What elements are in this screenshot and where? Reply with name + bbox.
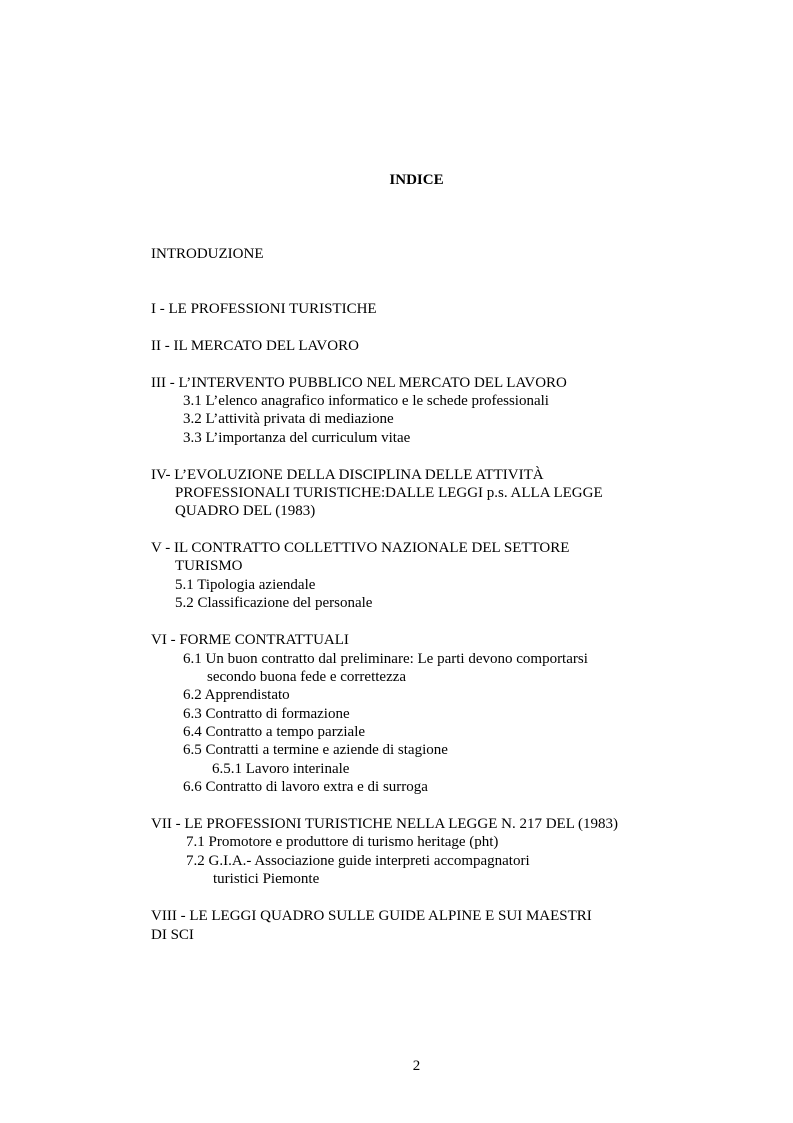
page-number: 2 <box>412 1058 421 1074</box>
toc-entry-section-7-2-line-1: 7.2 G.I.A.- Associazione guide interpreti accompagnatori <box>186 853 530 869</box>
toc-entry-chapter-7: VII - LE PROFESSIONI TURISTICHE NELLA LEGGE N. 217 DEL (1983) <box>151 816 619 832</box>
toc-entry-section-3-3: 3.3 L’importanza del curriculum vitae <box>183 430 411 446</box>
toc-entry-chapter-5-line-1: V - IL CONTRATTO COLLETTIVO NAZIONALE DEL SETTORE <box>151 540 570 556</box>
toc-entry-introduzione: INTRODUZIONE <box>151 246 264 262</box>
toc-entry-chapter-8-line-2: DI SCI <box>151 927 194 943</box>
toc-entry-chapter-4-line-1: IV- L’EVOLUZIONE DELLA DISCIPLINA DELLE ATTIVITÀ <box>151 467 544 483</box>
toc-entry-section-6-1-line-1: 6.1 Un buon contratto dal preliminare: Le parti devono comportarsi <box>183 651 588 667</box>
toc-entry-section-6-3: 6.3 Contratto di formazione <box>183 706 350 722</box>
toc-entry-section-3-2: 3.2 L’attività privata di mediazione <box>183 411 394 427</box>
toc-entry-chapter-8-line-1: VIII - LE LEGGI QUADRO SULLE GUIDE ALPINE E SUI MAESTRI <box>151 908 592 924</box>
toc-entry-chapter-3: III - L’INTERVENTO PUBBLICO NEL MERCATO DEL LAVORO <box>151 375 567 391</box>
toc-entry-chapter-4-line-3: QUADRO DEL (1983) <box>175 503 316 519</box>
toc-entry-section-6-5-1: 6.5.1 Lavoro interinale <box>212 761 350 777</box>
page-title: INDICE <box>389 172 444 188</box>
toc-entry-section-7-2-line-2: turistici Piemonte <box>213 871 320 887</box>
toc-entry-chapter-1: I - LE PROFESSIONI TURISTICHE <box>151 301 377 317</box>
toc-entry-section-6-6: 6.6 Contratto di lavoro extra e di surroga <box>183 779 428 795</box>
toc-entry-section-3-1: 3.1 L’elenco anagrafico informatico e le schede professionali <box>183 393 549 409</box>
toc-entry-section-6-5: 6.5 Contratti a termine e aziende di stagione <box>183 742 448 758</box>
toc-entry-section-5-2: 5.2 Classificazione del personale <box>175 595 373 611</box>
toc-entry-section-6-4: 6.4 Contratto a tempo parziale <box>183 724 366 740</box>
toc-entry-chapter-5-line-2: TURISMO <box>175 558 243 574</box>
toc-entry-section-6-1-line-2: secondo buona fede e correttezza <box>207 669 407 685</box>
toc-entry-chapter-2: II - IL MERCATO DEL LAVORO <box>151 338 359 354</box>
toc-entry-section-5-1: 5.1 Tipologia aziendale <box>175 577 316 593</box>
toc-entry-section-6-2: 6.2 Apprendistato <box>183 687 290 703</box>
toc-entry-chapter-4-line-2: PROFESSIONALI TURISTICHE:DALLE LEGGI p.s. ALLA LEGGE <box>175 485 603 501</box>
toc-entry-chapter-6: VI - FORME CONTRATTUALI <box>151 632 349 648</box>
toc-entry-section-7-1: 7.1 Promotore e produttore di turismo heritage (pht) <box>186 834 499 850</box>
